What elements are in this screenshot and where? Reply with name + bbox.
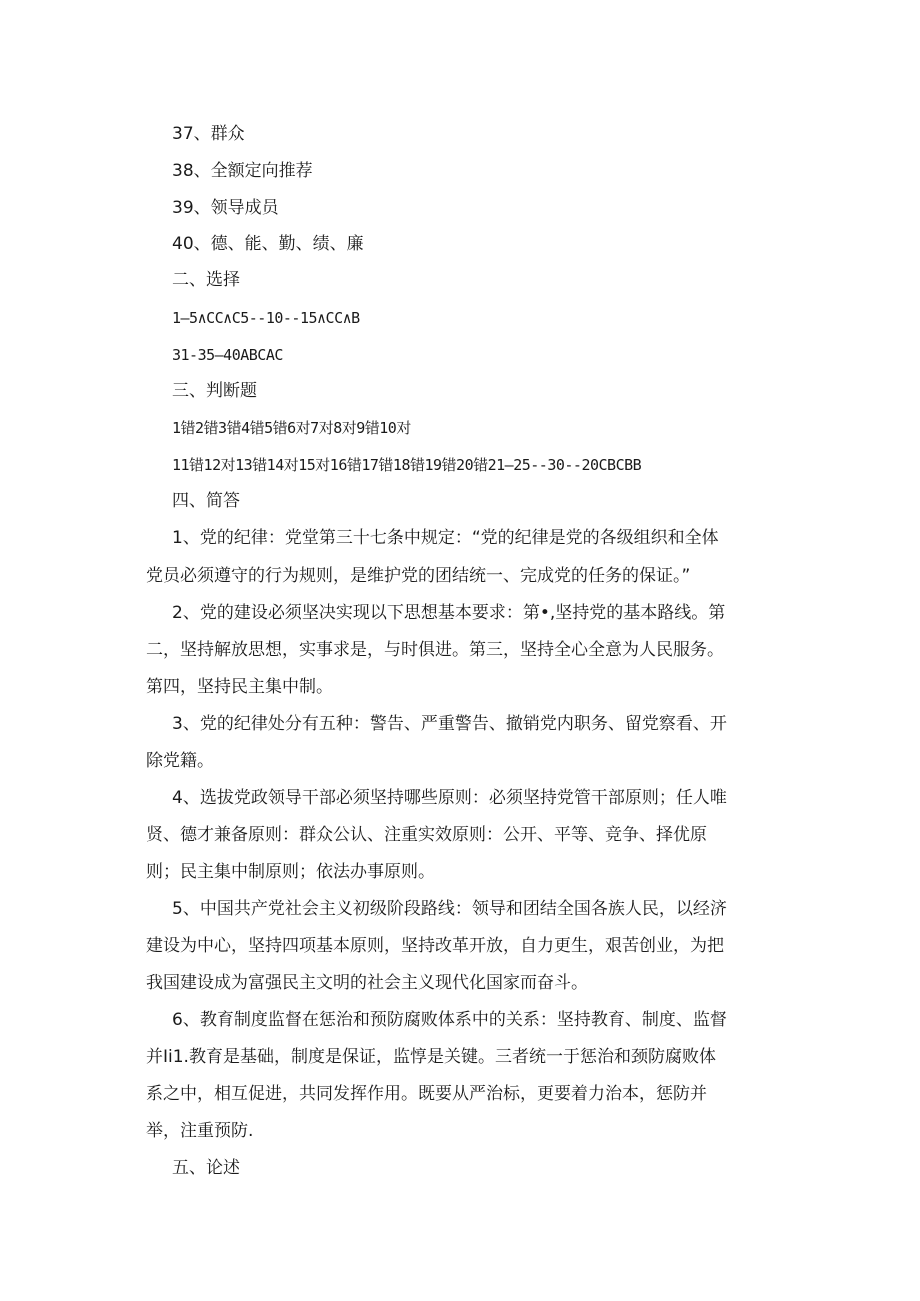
short-answer-5-line-2: 建设为中心，坚持四项基本原则，坚持改革开放，自力更生，艰苦创业，为把 — [146, 936, 724, 956]
choice-answers-line-2: 31-35—40ABCAC — [172, 346, 283, 364]
section-heading-judge: 三、判断题 — [172, 381, 257, 401]
short-answer-6-first-line: 6、教育制度监督在惩治和预防腐败体系中的关系：坚持教育、制度、监督 — [172, 1010, 727, 1030]
fill-answer-38: 38、全额定向推荐 — [172, 161, 313, 181]
short-answer-6-line-3: 系之中，相互促进，共同发挥作用。既要从严治标，更要着力治本，惩防并 — [146, 1084, 707, 1104]
fill-answer-37: 37、群众 — [172, 124, 245, 144]
short-answer-3-first-line: 3、党的纪律处分有五种：警告、严重警告、撤销党内职务、留党察看、开 — [172, 714, 727, 734]
judge-answers-line-1: 1错2错3错4错5错6对7对8对9错10对 — [172, 419, 411, 437]
judge-answers-line-2: 11错12对13错14对15对16错17错18错19错20错21—25--30--20CBCBB — [172, 456, 642, 474]
short-answer-4-first-line: 4、选拔党政领导干部必须坚持哪些原则：必须坚持党管干部原则；任人唯 — [172, 788, 727, 808]
short-answer-6-line-4: 举，注重预防. — [146, 1121, 254, 1141]
fill-answer-39: 39、领导成员 — [172, 198, 279, 218]
short-answer-5-line-3: 我国建设成为富强民主文明的社会主义现代化国家而奋斗。 — [146, 973, 588, 993]
section-heading-essay: 五、论述 — [172, 1158, 240, 1178]
fill-answer-40: 40、德、能、勤、绩、廉 — [172, 234, 364, 254]
short-answer-5-first-line: 5、中国共产党社会主义初级阶段路线：领导和团结全国各族人民，以经济 — [172, 899, 727, 919]
short-answer-1-first-line: 1、党的纪律：党堂第三十七条中规定：“党的纪律是党的各级组织和全体 — [172, 528, 719, 548]
short-answer-2-line-2: 二，坚持解放思想，实事求是，与时俱进。第三，坚持全心全意为人民服务。 — [146, 640, 724, 660]
short-answer-1-line-2: 党员必须遵守的行为规则，是维护党的团结统一、完成党的任务的保证。” — [146, 566, 691, 586]
short-answer-6-line-2: 并Ii1.教育是基础，制度是保证，监惇是关键。三者统一于惩治和颈防腐败体 — [146, 1047, 716, 1067]
section-heading-short: 四、简答 — [172, 491, 240, 511]
short-answer-4-line-2: 贤、德才兼备原则：群众公认、注重实效原则：公开、平等、竞争、择优原 — [146, 825, 707, 845]
section-heading-choice: 二、选择 — [172, 270, 240, 290]
short-answer-2-line-3: 第四，坚持民主集中制。 — [146, 677, 333, 697]
short-answer-3-line-2: 除党籍。 — [146, 751, 214, 771]
choice-answers-line-1: 1—5∧CC∧C5--10--15∧CC∧B — [172, 309, 360, 327]
short-answer-2-first-line: 2、党的建设必须坚决实现以下思想基本要求：第•,坚持党的基本路线。第 — [172, 603, 726, 623]
short-answer-4-line-3: 则；民主集中制原则；依法办事原则。 — [146, 862, 435, 882]
